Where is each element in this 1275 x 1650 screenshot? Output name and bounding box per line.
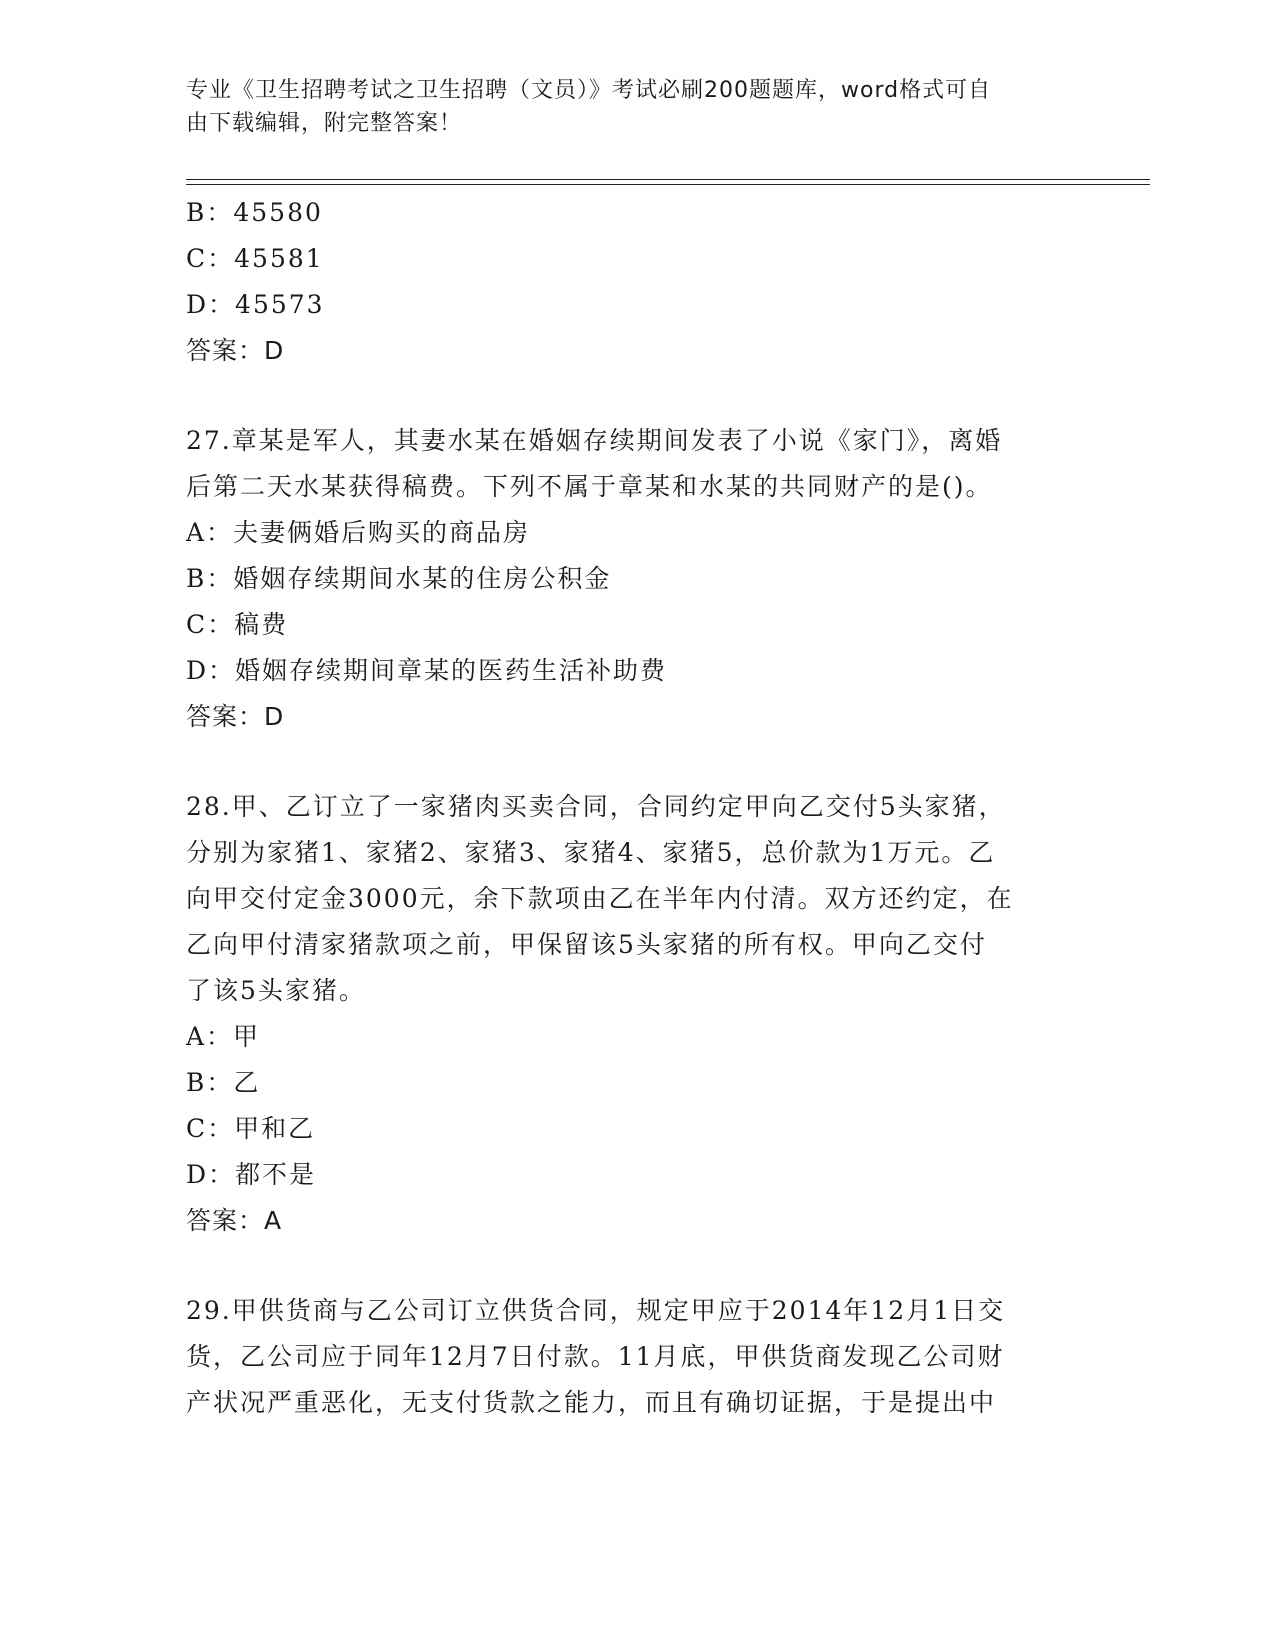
header-line-1: 专业《卫生招聘考试之卫生招聘（文员）》考试必刷200题题库，word格式可自 (186, 78, 992, 103)
question-29 (186, 1288, 1086, 1426)
question-text-line: 产状况严重恶化，无支付货款之能力，而且有确切证据，于是提出中 (186, 1388, 997, 1417)
question-text-line: 后第二天水某获得稿费。下列不属于章某和水某的共同财产的是()。 (186, 472, 993, 501)
header-divider-bottom (186, 184, 1150, 185)
option-a: A：夫妻俩婚后购买的商品房 (186, 518, 531, 547)
question-text-line: 29.甲供货商与乙公司订立供货合同，规定甲应于2014年12月1日交 (186, 1296, 1006, 1325)
option-c: C：45581 (186, 244, 324, 273)
option-c: C：甲和乙 (186, 1114, 316, 1143)
answer-line: 答案：D (186, 336, 285, 365)
option-b: B：45580 (186, 198, 323, 227)
header-line-2: 由下载编辑，附完整答案！ (186, 111, 463, 136)
question-text-line: 货，乙公司应于同年12月7日付款。11月底，甲供货商发现乙公司财 (186, 1342, 1005, 1371)
question-27 (186, 418, 1086, 740)
spacer (186, 740, 1086, 784)
question-text-line: 向甲交付定金3000元，余下款项由乙在半年内付清。双方还约定，在 (186, 884, 1014, 913)
option-d: D：45573 (186, 290, 325, 319)
option-a: A：甲 (186, 1022, 261, 1051)
spacer (186, 374, 1086, 418)
option-c: C：稿费 (186, 610, 289, 639)
option-b: B：乙 (186, 1068, 261, 1097)
question-text-line: 乙向甲付清家猪款项之前，甲保留该5头家猪的所有权。甲向乙交付 (186, 930, 987, 959)
spacer (186, 1244, 1086, 1288)
question-text-line: 分别为家猪1、家猪2、家猪3、家猪4、家猪5，总价款为1万元。乙 (186, 838, 996, 867)
question-text-line: 了该5头家猪。 (186, 976, 366, 1005)
answer-line: 答案：D (186, 702, 285, 731)
document-header (186, 74, 1066, 140)
header-divider-top (186, 179, 1150, 180)
question-28 (186, 784, 1086, 1244)
question-text-line: 28.甲、乙订立了一家猪肉买卖合同，合同约定甲向乙交付5头家猪， (186, 792, 1006, 821)
answer-line: 答案：A (186, 1206, 283, 1235)
option-d: D：都不是 (186, 1160, 317, 1189)
document-body (186, 190, 1086, 1426)
option-d: D：婚姻存续期间章某的医药生活补助费 (186, 656, 668, 685)
question-26-tail (186, 190, 1086, 374)
question-text-line: 27.章某是军人，其妻水某在婚姻存续期间发表了小说《家门》，离婚 (186, 426, 1003, 455)
option-b: B：婚姻存续期间水某的住房公积金 (186, 564, 612, 593)
